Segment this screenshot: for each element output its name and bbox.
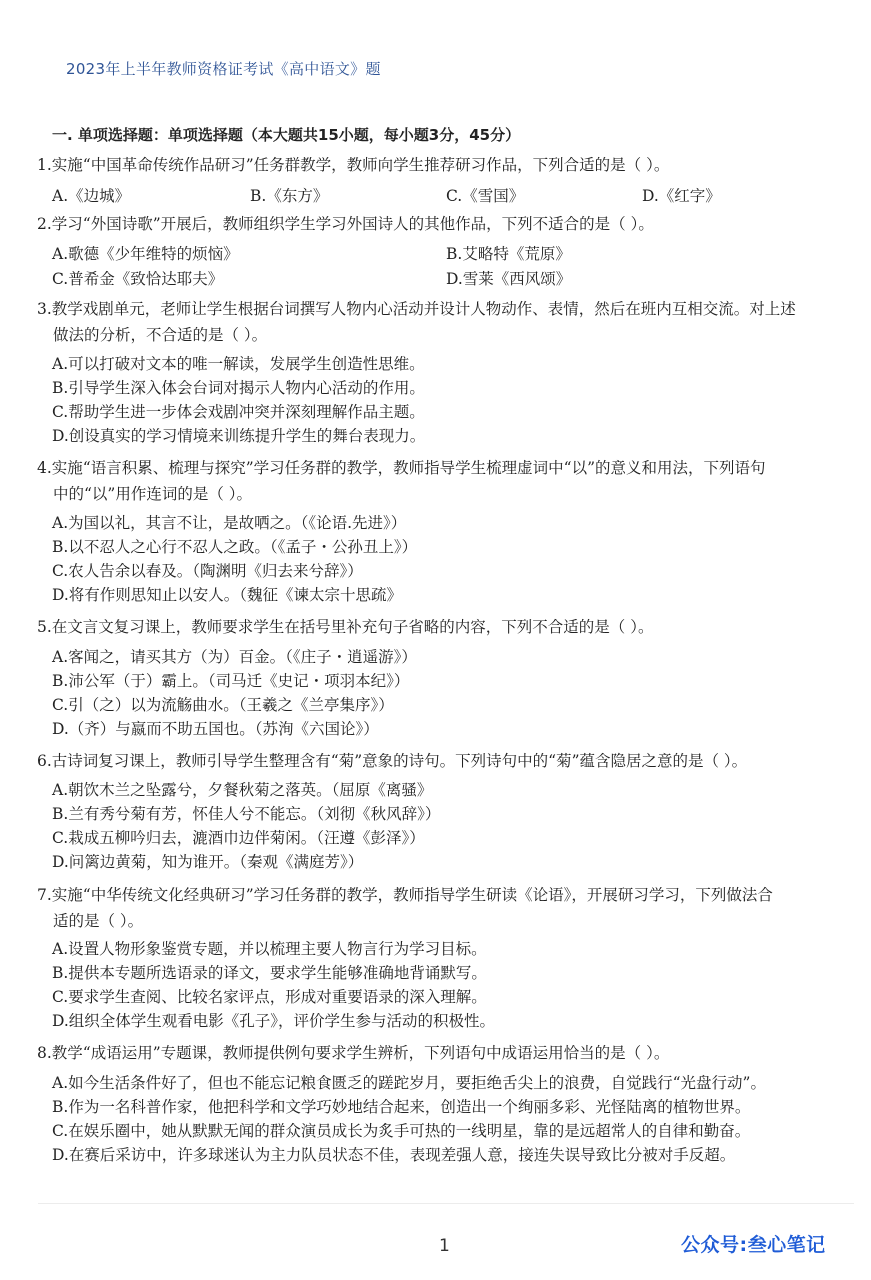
footer-divider — [38, 1203, 854, 1204]
document-title: 2023年上半年教师资格证考试《高中语文》题 — [66, 60, 381, 78]
question-8-option-d: D.在赛后采访中，许多球迷认为主力队员状态不佳，表现差强人意，接连失误导致比分被对手反超。 — [52, 1146, 736, 1164]
question-2-option-b: B.艾略特《荒原》 — [446, 245, 571, 263]
question-3-option-b: B.引导学生深入体会台词对揭示人物内心活动的作用。 — [52, 379, 425, 397]
question-3-option-a: A.可以打破对文本的唯一解读，发展学生创造性思维。 — [52, 355, 425, 373]
question-6-option-d: D.问篱边黄菊，知为谁开。（秦观《满庭芳》） — [52, 853, 364, 871]
question-7-option-c: C.要求学生查阅、比较名家评点，形成对重要语录的深入理解。 — [52, 988, 487, 1006]
question-5-option-a: A.客闻之，请买其方（为）百金。（《庄子・逍遥游》） — [52, 648, 417, 666]
question-7-stem: 7.实施“中华传统文化经典研习”学习任务群的教学，教师指导学生研读《论语》，开展研习学习，下列做法合 适的是（ ）。 — [37, 886, 773, 930]
question-4-option-b: B.以不忍人之心行不忍人之政。（《孟子・公孙丑上》） — [52, 538, 418, 556]
question-4-option-a: A.为国以礼，其言不让，是故哂之。（《论语.先进》） — [52, 514, 407, 532]
question-7-option-a: A.设置人物形象鉴赏专题，并以梳理主要人物言行为学习目标。 — [52, 940, 487, 958]
watermark: 公众号:叁心笔记 — [681, 1234, 826, 1256]
question-8-option-b: B.作为一名科普作家，他把科学和文学巧妙地结合起来，创造出一个绚丽多彩、光怪陆离的植物世界。 — [52, 1098, 751, 1116]
question-6-stem: 6.古诗词复习课上，教师引导学生整理含有“菊”意象的诗句。下列诗句中的“菊”蕴含隐居之意的是（ ）。 — [37, 752, 748, 770]
question-1-option-b: B.《东方》 — [250, 187, 329, 205]
question-7-option-b: B.提供本专题所选语录的译文，要求学生能够准确地背诵默写。 — [52, 964, 487, 982]
question-1-option-d: D.《红字》 — [642, 187, 721, 205]
question-1-stem: 1.实施“中国革命传统作品研习”任务群教学，教师向学生推荐研习作品，下列合适的是（ ）。 — [37, 156, 670, 174]
question-7-option-d: D.组织全体学生观看电影《孔子》，评价学生参与活动的积极性。 — [52, 1012, 496, 1030]
question-2-option-d: D.雪莱《西风颂》 — [446, 270, 572, 288]
question-8-option-a: A.如今生活条件好了，但也不能忘记粮食匮乏的蹉跎岁月，要拒绝舌尖上的浪费，自觉践行“光盘行动”。 — [52, 1074, 766, 1092]
question-3-stem: 3.教学戏剧单元，老师让学生根据台词撰写人物内心活动并设计人物动作、表情，然后在班内互相交流。对上述 做法的分析，不合适的是（ ）。 — [37, 300, 796, 344]
question-5-option-b: B.沛公军（于）霸上。（司马迁《史记・项羽本纪》） — [52, 672, 410, 690]
question-2-stem: 2.学习“外国诗歌”开展后，教师组织学生学习外国诗人的其他作品，下列不适合的是（ ）。 — [37, 215, 654, 233]
question-3-option-c: C.帮助学生进一步体会戏剧冲突并深刻理解作品主题。 — [52, 403, 425, 421]
question-8-stem: 8.教学“成语运用”专题课，教师提供例句要求学生辨析，下列语句中成语运用恰当的是（ ）。 — [37, 1044, 670, 1062]
question-2-option-c: C.普希金《致恰达耶夫》 — [52, 270, 224, 288]
question-5-stem: 5.在文言文复习课上，教师要求学生在括号里补充句子省略的内容，下列不合适的是（ ）。 — [37, 618, 654, 636]
question-1-option-c: C.《雪国》 — [446, 187, 525, 205]
question-5-option-c: C.引（之）以为流觞曲水。（王羲之《兰亭集序》） — [52, 696, 394, 714]
question-4-option-d: D.将有作则思知止以安人。（魏征《谏太宗十思疏》 — [52, 586, 403, 604]
question-4-stem: 4.实施“语言积累、梳理与探究”学习任务群的教学，教师指导学生梳理虚词中“以”的意义和用法，下列语句 中的“以”用作连词的是（ ）。 — [37, 459, 766, 503]
question-2-option-a: A.歌德《少年维特的烦恼》 — [52, 245, 239, 263]
question-6-option-c: C.栽成五柳吟归去，漉酒巾边伴菊闲。（汪遵《彭泽》） — [52, 829, 425, 847]
question-8-option-c: C.在娱乐圈中，她从默默无闻的群众演员成长为炙手可热的一线明星，靠的是远超常人的自律和勤奋。 — [52, 1122, 751, 1140]
section-heading: 一. 单项选择题：单项选择题（本大题共15小题，每小题3分，45分） — [52, 126, 521, 144]
question-1-option-a: A.《边城》 — [52, 187, 131, 205]
question-6-option-a: A.朝饮木兰之坠露兮，夕餐秋菊之落英。（屈原《离骚》 — [52, 781, 433, 799]
page-number: 1 — [439, 1236, 450, 1256]
question-5-option-d: D.（齐）与嬴而不助五国也。（苏洵《六国论》） — [52, 720, 379, 738]
question-4-option-c: C.农人告余以春及。（陶渊明《归去来兮辞》） — [52, 562, 363, 580]
question-6-option-b: B.兰有秀兮菊有芳，怀佳人兮不能忘。（刘彻《秋风辞》） — [52, 805, 441, 823]
question-3-option-d: D.创设真实的学习情境来训练提升学生的舞台表现力。 — [52, 427, 426, 445]
